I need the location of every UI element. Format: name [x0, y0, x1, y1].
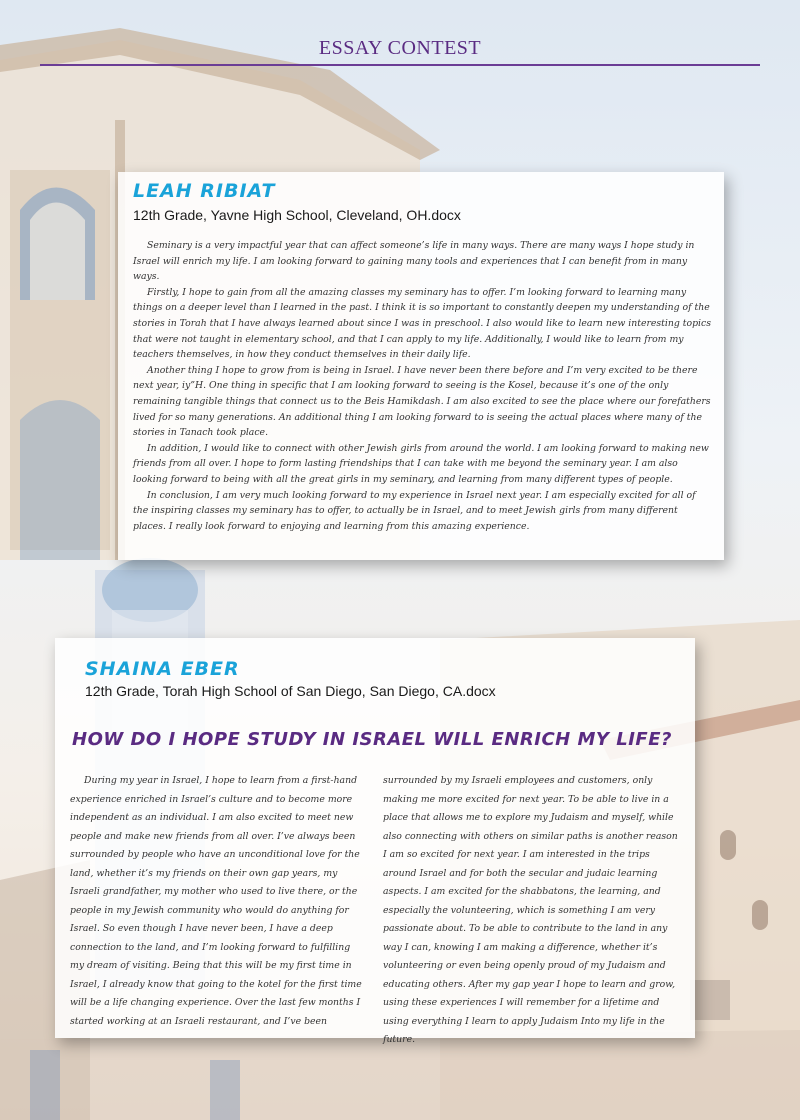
page-header [40, 36, 760, 66]
essay1-paragraph: Seminary is a very impactful year that can affect someone’s life in many ways. There are many ways I hope study in Israel will enrich my life. I am looking forward to gaining many tools and experiences that I can benefit from in many ways. [133, 240, 695, 283]
header-divider [40, 64, 760, 66]
page-title: ESSAY CONTEST [318, 37, 482, 59]
essay-body-1 [133, 238, 713, 534]
essay2-column-right [383, 772, 680, 1050]
essay1-paragraph: In addition, I would like to connect with other Jewish girls from around the world. I am looking forward to making new friends from all over. I hope to form lasting friendships that I can take with me beyond the seminary year. I am also looking forward to being with all the great girls in my seminary, and learning from many different types of people. [133, 442, 709, 485]
essay2-text-right: surrounded by my Israeli employees and customers, only making me more excited for next year. To be able to live in a place that allows me to explore my Judaism and myself, while also connecting with others on similar paths is another reason I am so excited for next year. I am interested in the trips around Israel and for both the secular and judaic learning aspects. I am excited for the shabbatons, the learning, and especially the volunteering, which is something I am very passionate about. To be able to contribute to the land in any way I can, knowing I am making a difference, whether it’s volunteering or even being openly proud of my Judaism and educating others. After my gap year I hope to learn and grow, using these experiences I will remember for a lifetime and using everything I learn to apply Judaism Into my life in the future. [383, 775, 678, 1045]
essay1-paragraph: In conclusion, I am very much looking forward to my experience in Israel next year. I am especially excited for all of the inspiring classes my seminary has to offer, to actually be in Israel, and to meet Jewish girls from many different places. I really look forward to enjoying and learning from this amazing experience. [133, 489, 696, 532]
essay1-paragraph: Another thing I hope to grow from is being in Israel. I have never been there before and I’m very excited to be there next year, iy”H. One thing in specific that I am looking forward to seeing is the Kosel, because it’s one of the only remaining tangible things that connect us to the Beis Hamikdash. I am also excited to see the place where our forefathers lived for so many generations. An additional thing I am looking forward to is seeing the actual places where many of the stories in Tanach took place. [133, 364, 711, 439]
essay-body-2 [70, 772, 680, 1050]
essay1-paragraph: Firstly, I hope to gain from all the amazing classes my seminary has to offer. I’m looking forward to learning many things on a deeper level than I learned in the past. I think it is so important to constantly deepen my understanding of the stories in Torah that I have always learned about since I was in preschool. I also would like to learn new interesting topics that were not taught in elementary school, and that I can apply to my life. Additionally, I would like to learn from my teachers themselves, in how they conduct themselves in their daily life. [133, 286, 712, 361]
author-subtitle-1: 12th Grade, Yavne High School, Cleveland, OH.docx [133, 207, 461, 223]
author-name-2: SHAINA EBER [85, 658, 240, 680]
essay2-text-left: During my year in Israel, I hope to learn from a first-hand experience enriched in Israel’s culture and to become more independent as an individual. I am also excited to meet new people and make new friends from all over. I’ve always been surrounded by people who have an unconditional love for the land, whether it’s my friends on their own gap years, my Israeli grandfather, my mother who used to live there, or the people in my Jewish community who would do anything for Israel. So even though I have never been, I have a deep connection to the land, and I’m looking forward to fulfilling my dream of visiting. Being that this will be my first time in Israel, I already know that going to the kotel for the first time will be a life changing experience. Over the last few months I started working at an Israeli restaurant, and I’ve been [70, 775, 362, 1027]
author-subtitle-2: 12th Grade, Torah High School of San Diego, San Diego, CA.docx [85, 683, 496, 699]
essay2-column-left [70, 772, 367, 1050]
author-name-1: LEAH RIBIAT [133, 180, 276, 202]
essay-question-heading: HOW DO I HOPE STUDY IN ISRAEL WILL ENRICH MY LIFE? [72, 729, 672, 750]
